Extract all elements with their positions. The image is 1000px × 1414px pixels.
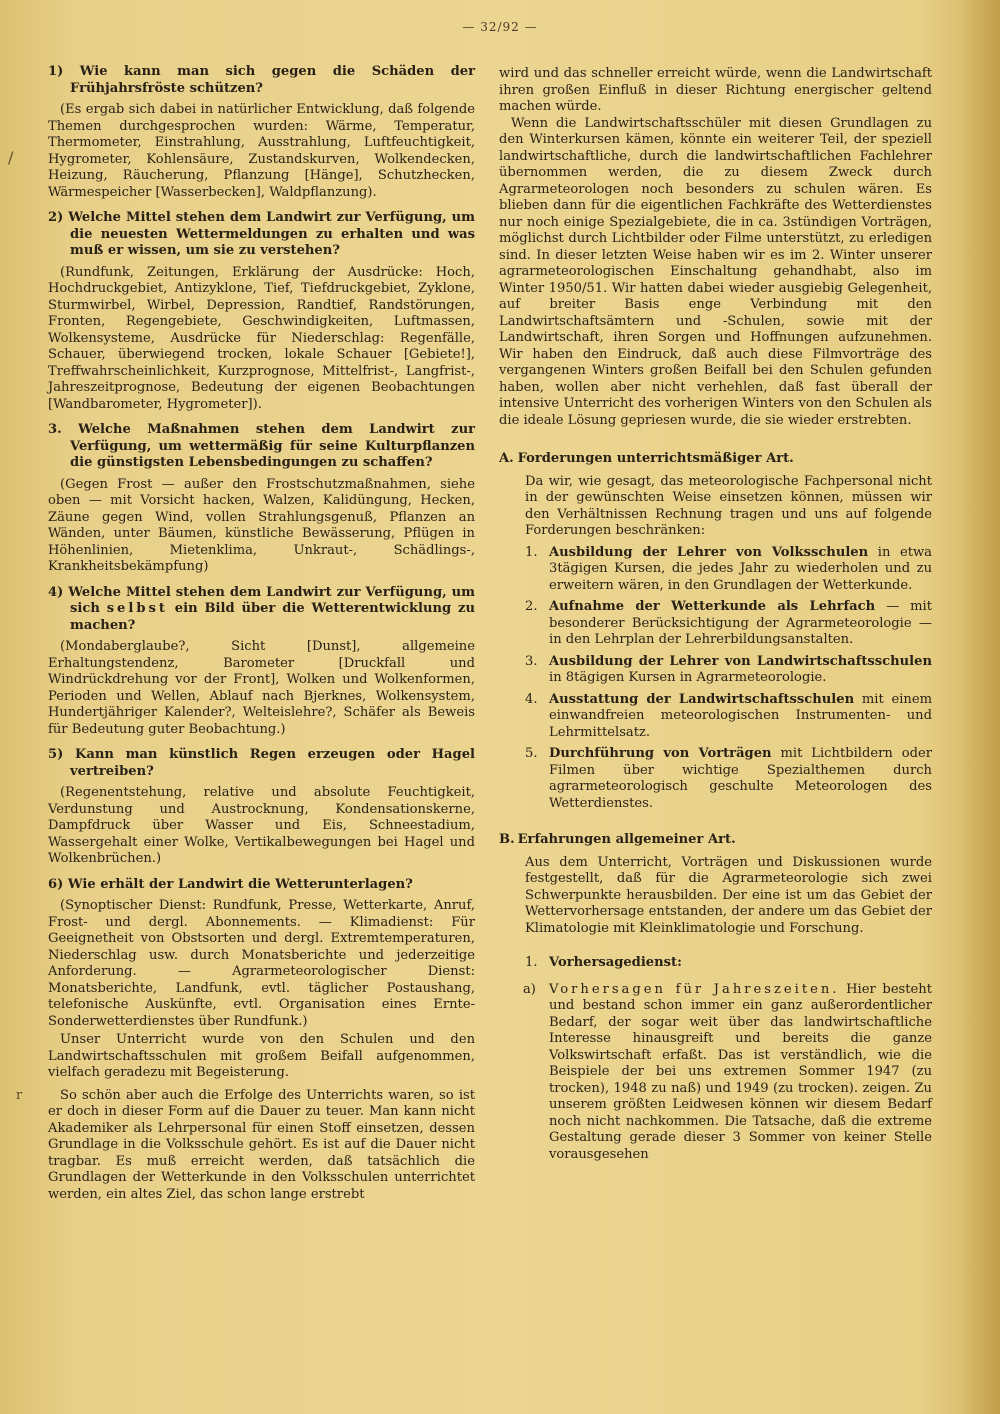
margin-pencil-mark: r	[16, 1088, 23, 1103]
list-item-text: mit einem einwandfreien meteorologischen Instrumenten- und Lehrmittelsatz.	[549, 691, 932, 740]
answer-4: (Mondaberglaube?, Sicht [Dunst], allgemeine Erhaltungstendenz, Barometer [Druckfall und Windrückdrehung vor der Front], Wolken und Wolkenformen, Perioden und Wellen, Ablauf nach Bjerknes, Wolkensystem, Hundertjähriger Kalender?, Welteislehre?, Schäfer als Beweis für Bedeutung guter Beobachtung.)	[48, 639, 475, 737]
subitem-text: Hier besteht und bestand schon immer ein ganz außerordentlicher Bedarf, der sogar weit über das landwirtschaftliche Interesse hinausgreift und bereits die ganze Volkswirtschaft erfaßt. Das ist verständlich, wie die Beispiele der bei uns extremen Sommer 1947 (zu trocken), 1948 zu naß) und 1949 (zu trocken). zeigen. Zu unserem größten Leidwesen können wir diesem Bedarf noch nicht nachkommen. Die Tatsache, daß die extreme Gestaltung gerade dieser 3 Sommer von keiner Stelle vorausgesehen	[549, 981, 932, 1162]
list-item-text: in etwa 3tägigen Kursen, die jedes Jahr zu wiederholen und zu erweitern wären, in den Grundlagen der Wetterkunde.	[549, 544, 932, 593]
question-1: 1) Wie kann man sich gegen die Schäden der Frühjahrsfröste schützen?	[48, 64, 475, 96]
section-heading-a	[499, 451, 932, 468]
subitem-heading: Vorhersagen für Jahreszeiten.	[549, 981, 840, 997]
list-item-bold: Durchführung von Vorträgen	[549, 746, 772, 761]
subsection-heading	[499, 955, 932, 972]
section-a-body	[499, 474, 932, 813]
list-item	[525, 654, 932, 687]
body-paragraph: So schön aber auch die Erfolge des Unterrichts waren, so ist er doch in dieser Form auf die Dauer zu teuer. Man kann nicht Akademiker als Lehrpersonal für einen Stoff einsetzen, dessen Grundlage in die Volksschule gehört. Es ist auf die Dauer nicht tragbar. Es muß erreicht werden, daß tatsächlich die Grundlagen der Wetterkunde in den Volksschulen unterrichtet werden, ein altes Ziel, das schon lange erstrebt	[48, 1087, 475, 1202]
question-4-start: 4) Welche Mittel stehen dem Landwirt zur Verfügung, um sich	[48, 584, 475, 616]
section-label: B.	[499, 832, 515, 847]
list-item-bold: Ausbildung der Lehrer von Volksschulen	[549, 544, 869, 560]
right-column	[499, 66, 932, 1163]
subitem-label: a)	[523, 981, 536, 997]
answer-3: (Gegen Frost — außer den Frostschutzmaßnahmen, siehe oben — mit Vorsicht hacken, Walzen, Kalidüngung, Hecken, Zäune gegen Wind, vollen Strahlungsgenuß, Pflanzen an Wänden, unter Bäumen, künstliche Bewässerung, Pflügen in Höhenlinien, Mietenklima, Unkraut-, Schädlings-, Krankheitsbekämpfung)	[48, 476, 475, 574]
list-item-text: — mit besonderer Berücksichtigung der Agrarmeteorologie — in den Lehrplan der Lehrerbildungsanstalten.	[549, 599, 932, 647]
question-3: 3. Welche Maßnahmen stehen dem Landwirt zur Verfügung, um wettermäßig für seine Kulturpflanzen die günstigsten Lebensbedingungen zu schaffen?	[48, 422, 475, 470]
margin-pencil-mark: /	[8, 148, 14, 167]
body-paragraph: Wenn die Landwirtschaftsschüler mit diesen Grundlagen zu den Winterkursen kämen, könnte ein weiterer Teil, der speziell landwirtschaftliche, durch die landwirtschaftlichen Fachlehrer übernommen werden, die zu diesem Zweck durch Agrarmeteorologen noch besonders zu schulen wären. Es blieben dann für die eigentlichen Fachkräfte des Wetterdienstes nur noch einige Spezialgebiete, die in ca. 3stündigen Vorträgen, möglichst durch Lichtbilder oder Filme unterstützt, zu erledigen sind. In dieser letzten Weise haben wir es im 2. Winter unserer agrarmeteorologischen Einschaltung gehandhabt, also im Winter 1950/51. Wir hatten dabei wieder ausgiebig Gelegenheit, auf breiter Basis enge Verbindung mit den Landwirtschaftsämtern und -Schulen, sowie mit der Landwirtschaft, ihren Sorgen und Hoffnungen aufzunehmen. Wir haben den Eindruck, daß auch diese Filmvorträge des vergangenen Winters großen Beifall bei den Schulen gefunden haben, wollen aber nicht verhehlen, daß fast überall der intensive Unterricht des vorherigen Winters von den Schulen als die ideale Lösung gepriesen wurde, die sie wieder erstrebten.	[499, 115, 932, 428]
section-title: Erfahrungen allgemeiner Art.	[517, 832, 736, 847]
list-number: 1.	[525, 544, 538, 560]
question-4-emphasis: selbst	[106, 601, 168, 616]
page-edge-shadow	[960, 0, 1000, 1414]
list-item	[525, 746, 932, 812]
page-number: — 32/92 —	[462, 20, 538, 34]
list-item-bold: Ausbildung der Lehrer von Landwirtschaftsschulen	[549, 653, 932, 669]
question-5: 5) Kann man künstlich Regen erzeugen oder Hagel vertreiben?	[48, 747, 475, 779]
section-title: Forderungen unterrichtsmäßiger Art.	[517, 451, 794, 466]
list-item-text: mit Lichtbildern oder Filmen über wichtige Spezialthemen durch agrarmeteorologisch geschulte Meteorologen des Wetterdienstes.	[549, 746, 932, 811]
list-item-bold: Aufnahme der Wetterkunde als Lehrfach	[549, 599, 876, 614]
list-number: 3.	[525, 653, 538, 669]
list-number: 5.	[525, 746, 538, 761]
list-item-text: in 8tägigen Kursen in Agrarmeteorologie.	[549, 670, 827, 685]
answer-1: (Es ergab sich dabei in natürlicher Entwicklung, daß folgende Themen durchgesprochen wurden: Wärme, Temperatur, Thermometer, Einstrahlung, Ausstrahlung, Luftfeuchtigkeit, Hygrometer, Kohlensäure, Zustandskurven, Wolkendecken, Heizung, Räucherung, Pflanzung [Hänge], Schutzhecken, Wärmespeicher [Wasserbecken], Waldpflanzung).	[48, 102, 475, 200]
question-4-end: ein Bild über die Wetterentwicklung zu machen?	[70, 601, 475, 633]
body-paragraph: Unser Unterricht wurde von den Schulen und den Landwirtschaftsschulen mit großem Beifall aufgenommen, vielfach geradezu mit Begeisterung.	[48, 1032, 475, 1080]
subsection-number: 1.	[525, 955, 538, 970]
list-item	[525, 599, 932, 649]
list-number: 2.	[525, 599, 538, 614]
list-item-bold: Ausstattung der Landwirtschaftsschulen	[549, 691, 855, 707]
left-column	[48, 64, 475, 1203]
section-intro: Aus dem Unterricht, Vorträgen und Diskussionen wurde festgestellt, daß für die Agrarmeteorologie sich zwei Schwerpunkte herausbilden. Der eine ist um das Gebiet der Wettervorhersage entstanden, der andere um das Gebiet der Klimatologie mit Kleinklimatologie und Forschung.	[525, 854, 932, 936]
section-label: A.	[499, 451, 514, 466]
answer-5: (Regenentstehung, relative und absolute Feuchtigkeit, Verdunstung und Austrocknung, Kondensationskerne, Dampfdruck über Wasser und Eis, Schneestadium, Wassergehalt einer Wolke, Vertikalbewegungen bei Hagel und Wolkenbrüchen.)	[48, 785, 475, 866]
subsection-title: Vorhersagedienst:	[549, 955, 682, 970]
requirements-list	[525, 545, 932, 813]
answer-2: (Rundfunk, Zeitungen, Erklärung der Ausdrücke: Hoch, Hochdruckgebiet, Antizyklone, Tief, Tiefdruckgebiet, Zyklone, Sturmwirbel, Wirbel, Depression, Randtief, Randstörungen, Fronten, Regengebiete, Geschwindigkeiten, Luftmassen, Wolkensysteme, Ausdrücke für Niederschlag: Regenfälle, Schauer, überwiegend trocken, lokale Schauer [Gebiete!], Treffwahrscheinlichkeit, Kurzprognose, Mittelfrist-, Langfrist-, Jahreszeitprognose, Bedeutung der eigenen Beobachtungen [Wandbarometer, Hygrometer]).	[48, 264, 475, 412]
section-heading-b	[499, 832, 932, 849]
question-2: 2) Welche Mittel stehen dem Landwirt zur Verfügung, um die neuesten Wettermeldungen zu erhalten und was muß er wissen, um sie zu verstehen?	[48, 210, 475, 258]
question-6: 6) Wie erhält der Landwirt die Wetterunterlagen?	[48, 876, 413, 892]
body-paragraph: wird und das schneller erreicht würde, wenn die Landwirtschaft ihren großen Einfluß in dieser Richtung energischer geltend machen würde.	[499, 66, 932, 114]
section-intro: Da wir, wie gesagt, das meteorologische Fachpersonal nicht in der gewünschten Weise einsetzen können, müssen wir den Verhältnissen Rechnung tragen und uns auf folgende Forderungen beschränken:	[525, 473, 932, 538]
answer-6: (Synoptischer Dienst: Rundfunk, Presse, Wetterkarte, Anruf, Frost- und dergl. Abonnements. — Klimadienst: Für Geeignetheit von Obstsorten und dergl. Extremtemperaturen, Niederschlag usw. durch Monatsberichte und jederzeitige Anforderung. — Agrarmeteorologischer Dienst: Monatsberichte, Landfunk, evtl. täglicher Postaushang, telefonische Auskünfte, evtl. Organisation eines Ernte-Sonderwetterdienstes über Rundfunk.)	[48, 898, 475, 1029]
question-4	[48, 585, 475, 635]
list-number: 4.	[525, 691, 538, 707]
list-item	[525, 545, 932, 595]
list-item	[525, 692, 932, 742]
section-b-body	[499, 855, 932, 938]
subsection-item-a	[499, 982, 932, 1164]
